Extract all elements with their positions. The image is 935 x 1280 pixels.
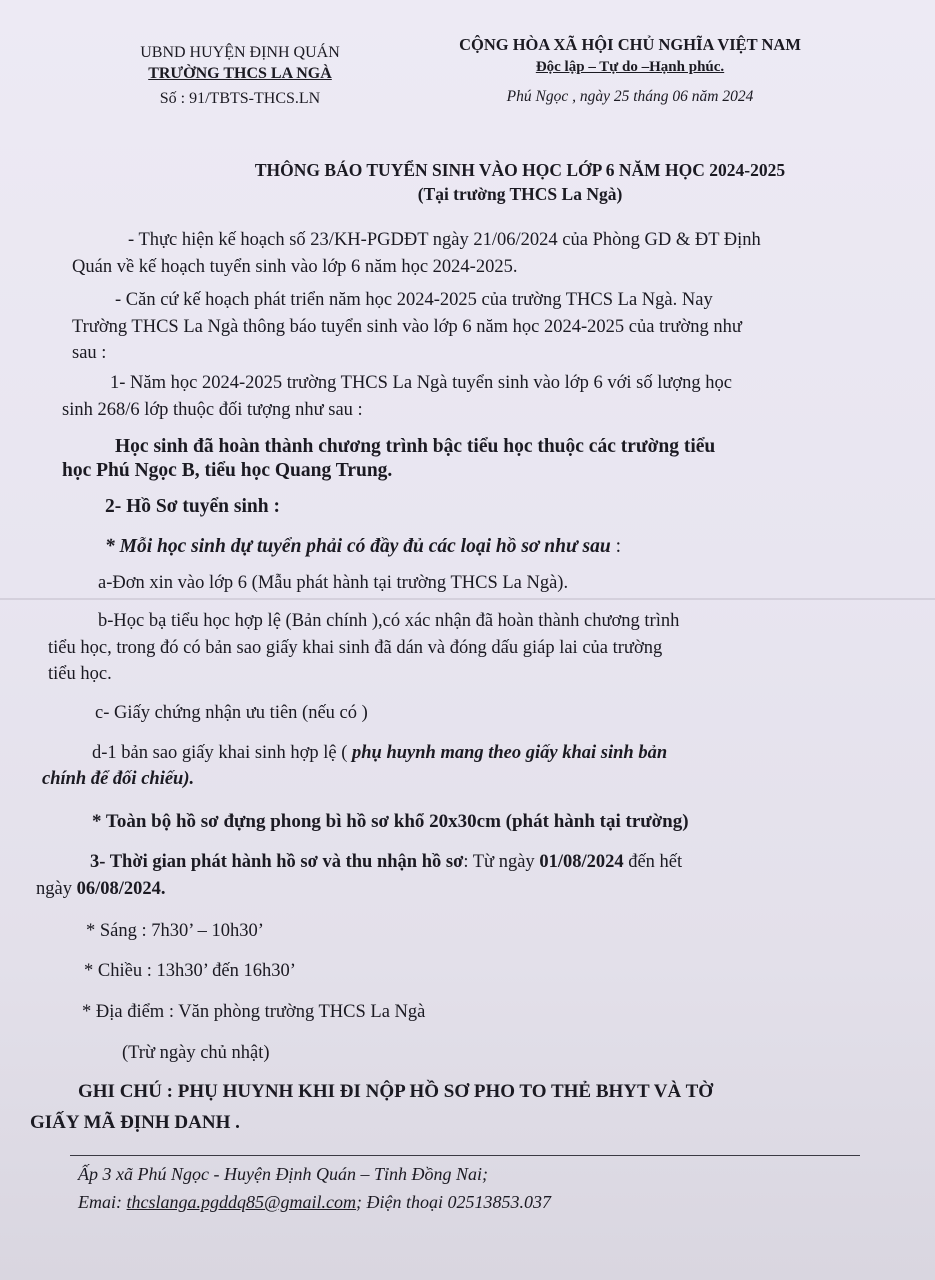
section-3-line-2 <box>36 879 166 900</box>
email-address[interactable]: thcslanga.pgddq85@gmail.com <box>126 1192 357 1212</box>
section-1-line-1: 1- Năm học 2024-2025 trường THCS La Ngà tuyển sinh vào lớp 6 với số lượng học <box>110 373 732 393</box>
section-3-end-date: 06/08/2024. <box>76 879 166 899</box>
section-2-heading: 2- Hồ Sơ tuyển sinh : <box>105 496 280 517</box>
location: * Địa điểm : Văn phòng trường THCS La Ngà <box>82 1002 426 1022</box>
eligible-students-line-1: Học sinh đã hoàn thành chương trình bậc tiểu học thuộc các trường tiểu <box>115 436 716 457</box>
header-left <box>95 42 385 109</box>
section-2-intro-colon: : <box>610 536 621 557</box>
eligible-students-line-2: học Phú Ngọc B, tiểu học Quang Trung. <box>62 460 393 481</box>
document-title <box>180 158 860 206</box>
except-sunday: (Trừ ngày chủ nhật) <box>122 1043 270 1063</box>
envelope-note: * Toàn bộ hồ sơ đựng phong bì hồ sơ khổ 20x30cm (phát hành tại trường) <box>92 811 689 832</box>
afternoon-hours: * Chiều : 13h30’ đến 16h30’ <box>84 961 296 981</box>
item-d-line-1 <box>92 743 667 764</box>
item-b-line-1: b-Học bạ tiểu học hợp lệ (Bản chính ),có xác nhận đã hoàn thành chương trình <box>98 611 680 631</box>
paragraph-1-line-1: - Thực hiện kế hoạch số 23/KH-PGDĐT ngày 21/06/2024 của Phòng GD & ĐT Định <box>128 230 761 250</box>
nation-title: CỘNG HÒA XÃ HỘI CHỦ NGHĨA VIỆT NAM <box>459 35 801 54</box>
note-line-2: GIẤY MÃ ĐỊNH DANH . <box>30 1112 240 1133</box>
item-d-line-2: chính để đối chiếu). <box>42 769 195 789</box>
section-3-until: đến hết <box>623 852 683 872</box>
footer-contact <box>78 1192 551 1213</box>
item-b-line-2: tiểu học, trong đó có bản sao giấy khai sinh đã dán và đóng dấu giáp lai của trường <box>48 638 663 658</box>
footer-address: Ấp 3 xã Phú Ngọc - Huyện Định Quán – Tỉnh Đồng Nai; <box>78 1164 488 1184</box>
section-3-start-date: 01/08/2024 <box>539 852 624 872</box>
section-2-intro-text: * Mỗi học sinh dự tuyển phải có đầy đủ các loại hồ sơ như sau <box>105 536 611 557</box>
document-date: Phú Ngọc , ngày 25 tháng 06 năm 2024 <box>506 88 754 105</box>
paragraph-1-line-2: Quán về kế hoạch tuyển sinh vào lớp 6 năm học 2024-2025. <box>72 257 518 277</box>
paper-fold-line <box>0 598 935 600</box>
item-d-text: d-1 bản sao giấy khai sinh hợp lệ ( <box>92 743 352 763</box>
note-line-1: GHI CHÚ : PHỤ HUYNH KHI ĐI NỘP HỒ SƠ PHO TO THẺ BHYT VÀ TỜ <box>78 1081 714 1102</box>
paragraph-2-line-3: sau : <box>72 343 107 363</box>
section-2-intro <box>105 536 621 558</box>
item-a: a-Đơn xin vào lớp 6 (Mẫu phát hành tại trường THCS La Ngà). <box>98 573 569 593</box>
org-name: UBND HUYỆN ĐỊNH QUÁN <box>140 44 340 61</box>
email-label: Emai: <box>78 1192 127 1212</box>
paragraph-2-line-2: Trường THCS La Ngà thông báo tuyển sinh vào lớp 6 năm học 2024-2025 của trường như <box>72 317 742 337</box>
section-3-day-label: ngày <box>36 879 77 899</box>
phone-number: ; Điện thoại 02513853.037 <box>356 1192 552 1212</box>
morning-hours: * Sáng : 7h30’ – 10h30’ <box>86 921 264 941</box>
footer-divider <box>70 1155 860 1156</box>
school-name: TRƯỜNG THCS LA NGÀ <box>148 65 332 82</box>
paragraph-2-line-1: - Căn cứ kế hoạch phát triển năm học 2024-2025 của trường THCS La Ngà. Nay <box>115 290 713 310</box>
title-sub: (Tại trường THCS La Ngà) <box>417 184 623 204</box>
section-3-from: : Từ ngày <box>463 852 540 872</box>
item-d-emphasis: phụ huynh mang theo giấy khai sinh bản <box>352 743 668 763</box>
title-main: THÔNG BÁO TUYỂN SINH VÀO HỌC LỚP 6 NĂM HỌC 2024-2025 <box>254 160 786 180</box>
section-1-line-2: sinh 268/6 lớp thuộc đối tượng như sau : <box>62 400 363 420</box>
item-c: c- Giấy chứng nhận ưu tiên (nếu có ) <box>95 703 368 723</box>
section-3-heading: 3- Thời gian phát hành hồ sơ và thu nhận hồ sơ <box>90 852 464 872</box>
header-right <box>430 34 830 108</box>
document-number: Số : 91/TBTS-THCS.LN <box>159 90 321 107</box>
section-3-line-1 <box>90 852 682 873</box>
national-motto: Độc lập – Tự do –Hạnh phúc. <box>535 59 725 75</box>
item-b-line-3: tiểu học. <box>48 664 112 684</box>
